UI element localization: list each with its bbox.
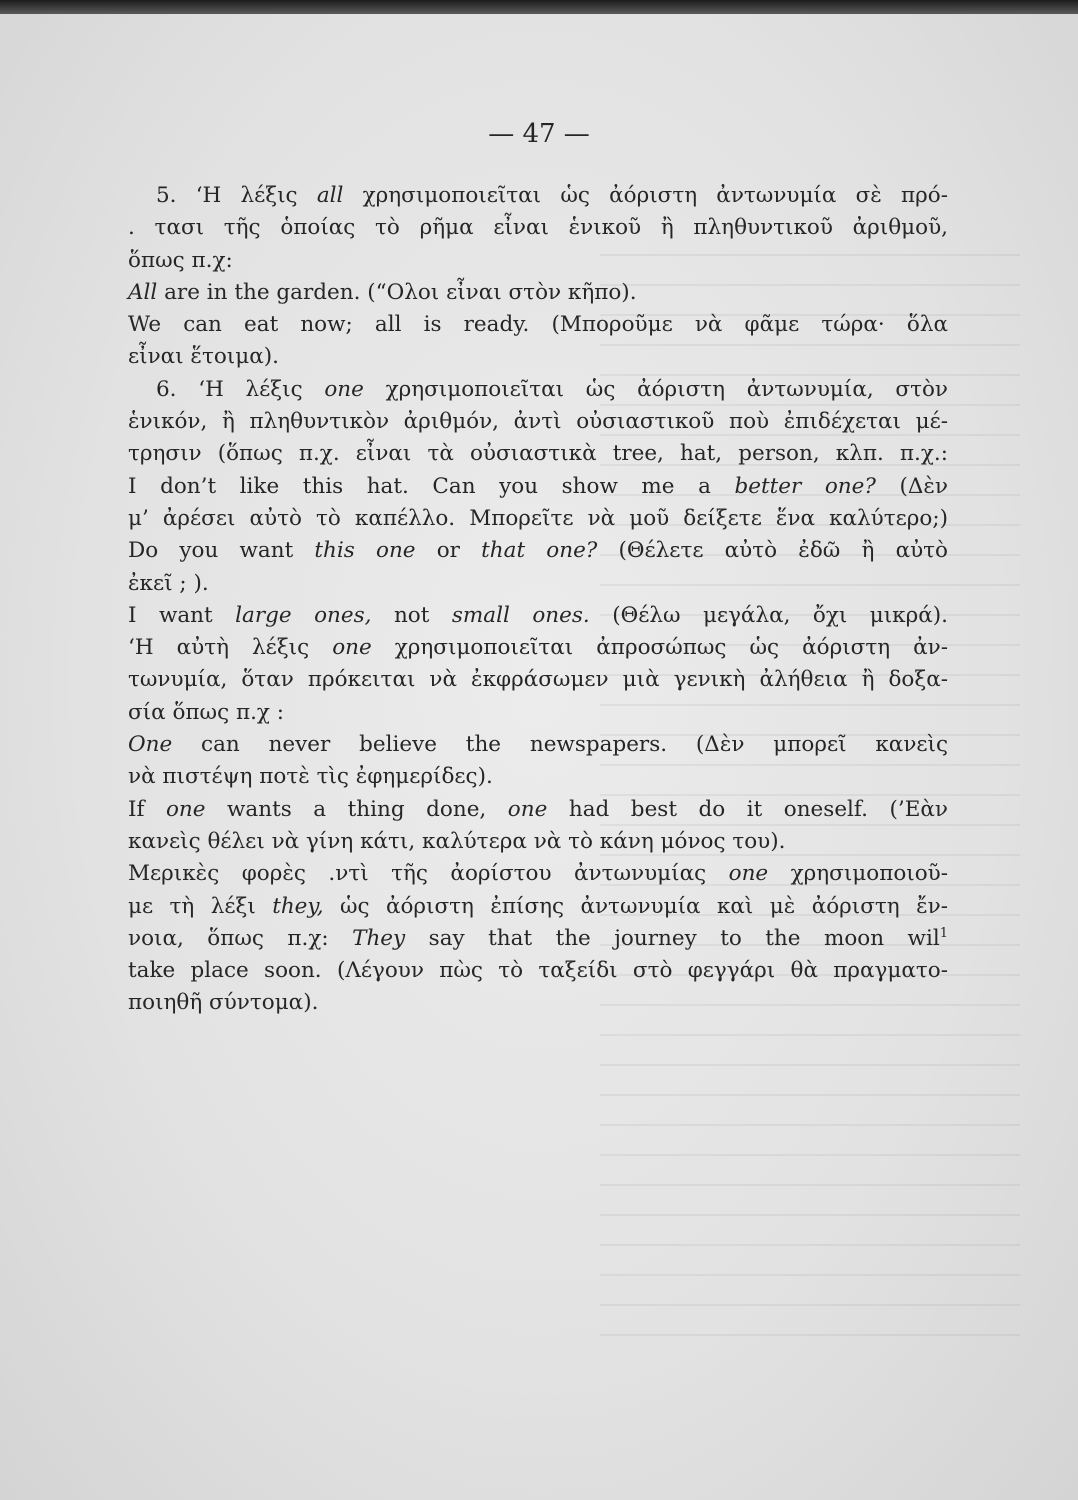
text-line: ἑνικόν, ἢ πληθυντικὸν ἀριθμόν, ἀντὶ οὐσιαστικοῦ ποὺ ἐπιδέχεται μέ- <box>128 409 948 435</box>
english-term: better one? <box>734 473 876 499</box>
english-term: one <box>728 861 769 887</box>
text-line: 6. ‘Η λέξις one χρησιμοποιεῖται ὡς ἀόριστη ἀντωνυμία, στὸν <box>156 376 948 402</box>
text-line: με τὴ λέξι they, ὡς ἀόριστη ἐπίσης ἀντωνυμία καὶ μὲ ἀόριστη ἔν- <box>128 893 948 919</box>
english-term: this one <box>314 538 416 564</box>
text-line: τωνυμία, ὅταν πρόκειται νὰ ἐκφράσωμεν μιὰ γενικὴ ἀλήθεια ἢ δοξα- <box>128 667 948 693</box>
text-line: ἐκεῖ ; ). <box>128 570 209 596</box>
text-line: εἶναι ἕτοιμα). <box>128 344 279 370</box>
text-line: I don’t like this hat. Can you show me a better one? (Δὲν <box>128 473 948 499</box>
english-term: that one? <box>481 538 598 564</box>
english-term: one <box>165 796 206 822</box>
english-term: large ones, <box>235 602 372 628</box>
text-line: ὅπως π.χ: <box>128 247 233 273</box>
text-line: μ’ ἀρέσει αὐτὸ τὸ καπέλλο. Μπορεῖτε νὰ μοῦ δείξετε ἕνα καλύτερο;) <box>128 505 948 531</box>
text-line: νὰ πιστέψη ποτὲ τὶς ἐφημερίδες). <box>128 764 493 790</box>
text-line: I want large ones, not small ones. (Θέλω μεγάλα, ὄχι μικρά). <box>128 602 948 628</box>
english-term: small ones. <box>451 602 590 628</box>
text-line: 5. ‘Η λέξις all χρησιμοποιεῖται ὡς ἀόριστη ἀντωνυμία σὲ πρό- <box>156 183 948 208</box>
text-line: All are in the garden. (“Ολοι εἶναι στὸν κῆπο). <box>128 279 637 305</box>
english-term: One <box>128 732 173 758</box>
english-term: All <box>128 279 158 305</box>
text-line: σία ὅπως π.χ : <box>128 699 285 725</box>
text-line: If one wants a thing done, one had best do it oneself. (’Εὰν <box>128 796 948 822</box>
english-term: they, <box>272 893 324 919</box>
superscript-mark: 1 <box>939 925 948 941</box>
text-line: One can never believe the newspapers. (Δὲν μπορεῖ κανεὶς <box>128 732 948 758</box>
english-term: all <box>316 183 344 208</box>
text-line: We can eat now; all is ready. (Μποροῦμε νὰ φᾶμε τώρα· ὅλα <box>128 312 948 338</box>
scan-top-edge <box>0 0 1078 14</box>
text-line: κανεὶς θέλει νὰ γίνη κάτι, καλύτερα νὰ τὸ κάνη μόνος του). <box>128 828 786 854</box>
english-term: one <box>507 796 548 822</box>
text-line: τρησιν (ὅπως π.χ. εἶναι τὰ οὐσιαστικὰ tree, hat, person, κλπ. π.χ.: <box>128 441 948 467</box>
text-line: Do you want this one or that one? (Θέλετε αὐτὸ ἐδῶ ἢ αὐτὸ <box>128 538 948 564</box>
text-line: . τασι τῆς ὁποίας τὸ ρῆμα εἶναι ἑνικοῦ ἢ πληθυντικοῦ ἀριθμοῦ, <box>128 215 948 241</box>
english-term: one <box>324 376 364 402</box>
english-term: They <box>352 925 406 951</box>
body-text <box>128 180 948 1020</box>
page-number: — 47 — <box>488 119 590 149</box>
english-term: one <box>332 635 372 661</box>
text-line: take place soon. (Λέγουν πὼς τὸ ταξείδι στὸ φεγγάρι θὰ πραγματο- <box>128 958 948 984</box>
text-line: ‘Η αὐτὴ λέξις one χρησιμοποιεῖται ἀπροσώπως ὡς ἀόριστη ἀν- <box>128 635 949 661</box>
text-line: ποιηθῆ σύντομα). <box>128 990 319 1016</box>
text-line: Μερικὲς φορὲς .ντὶ τῆς ἀορίστου ἀντωνυμίας one χρησιμοποιοῦ- <box>128 861 948 887</box>
text-line: νοια, ὅπως π.χ: They say that the journey to the moon wil$^1$ <box>128 925 948 951</box>
